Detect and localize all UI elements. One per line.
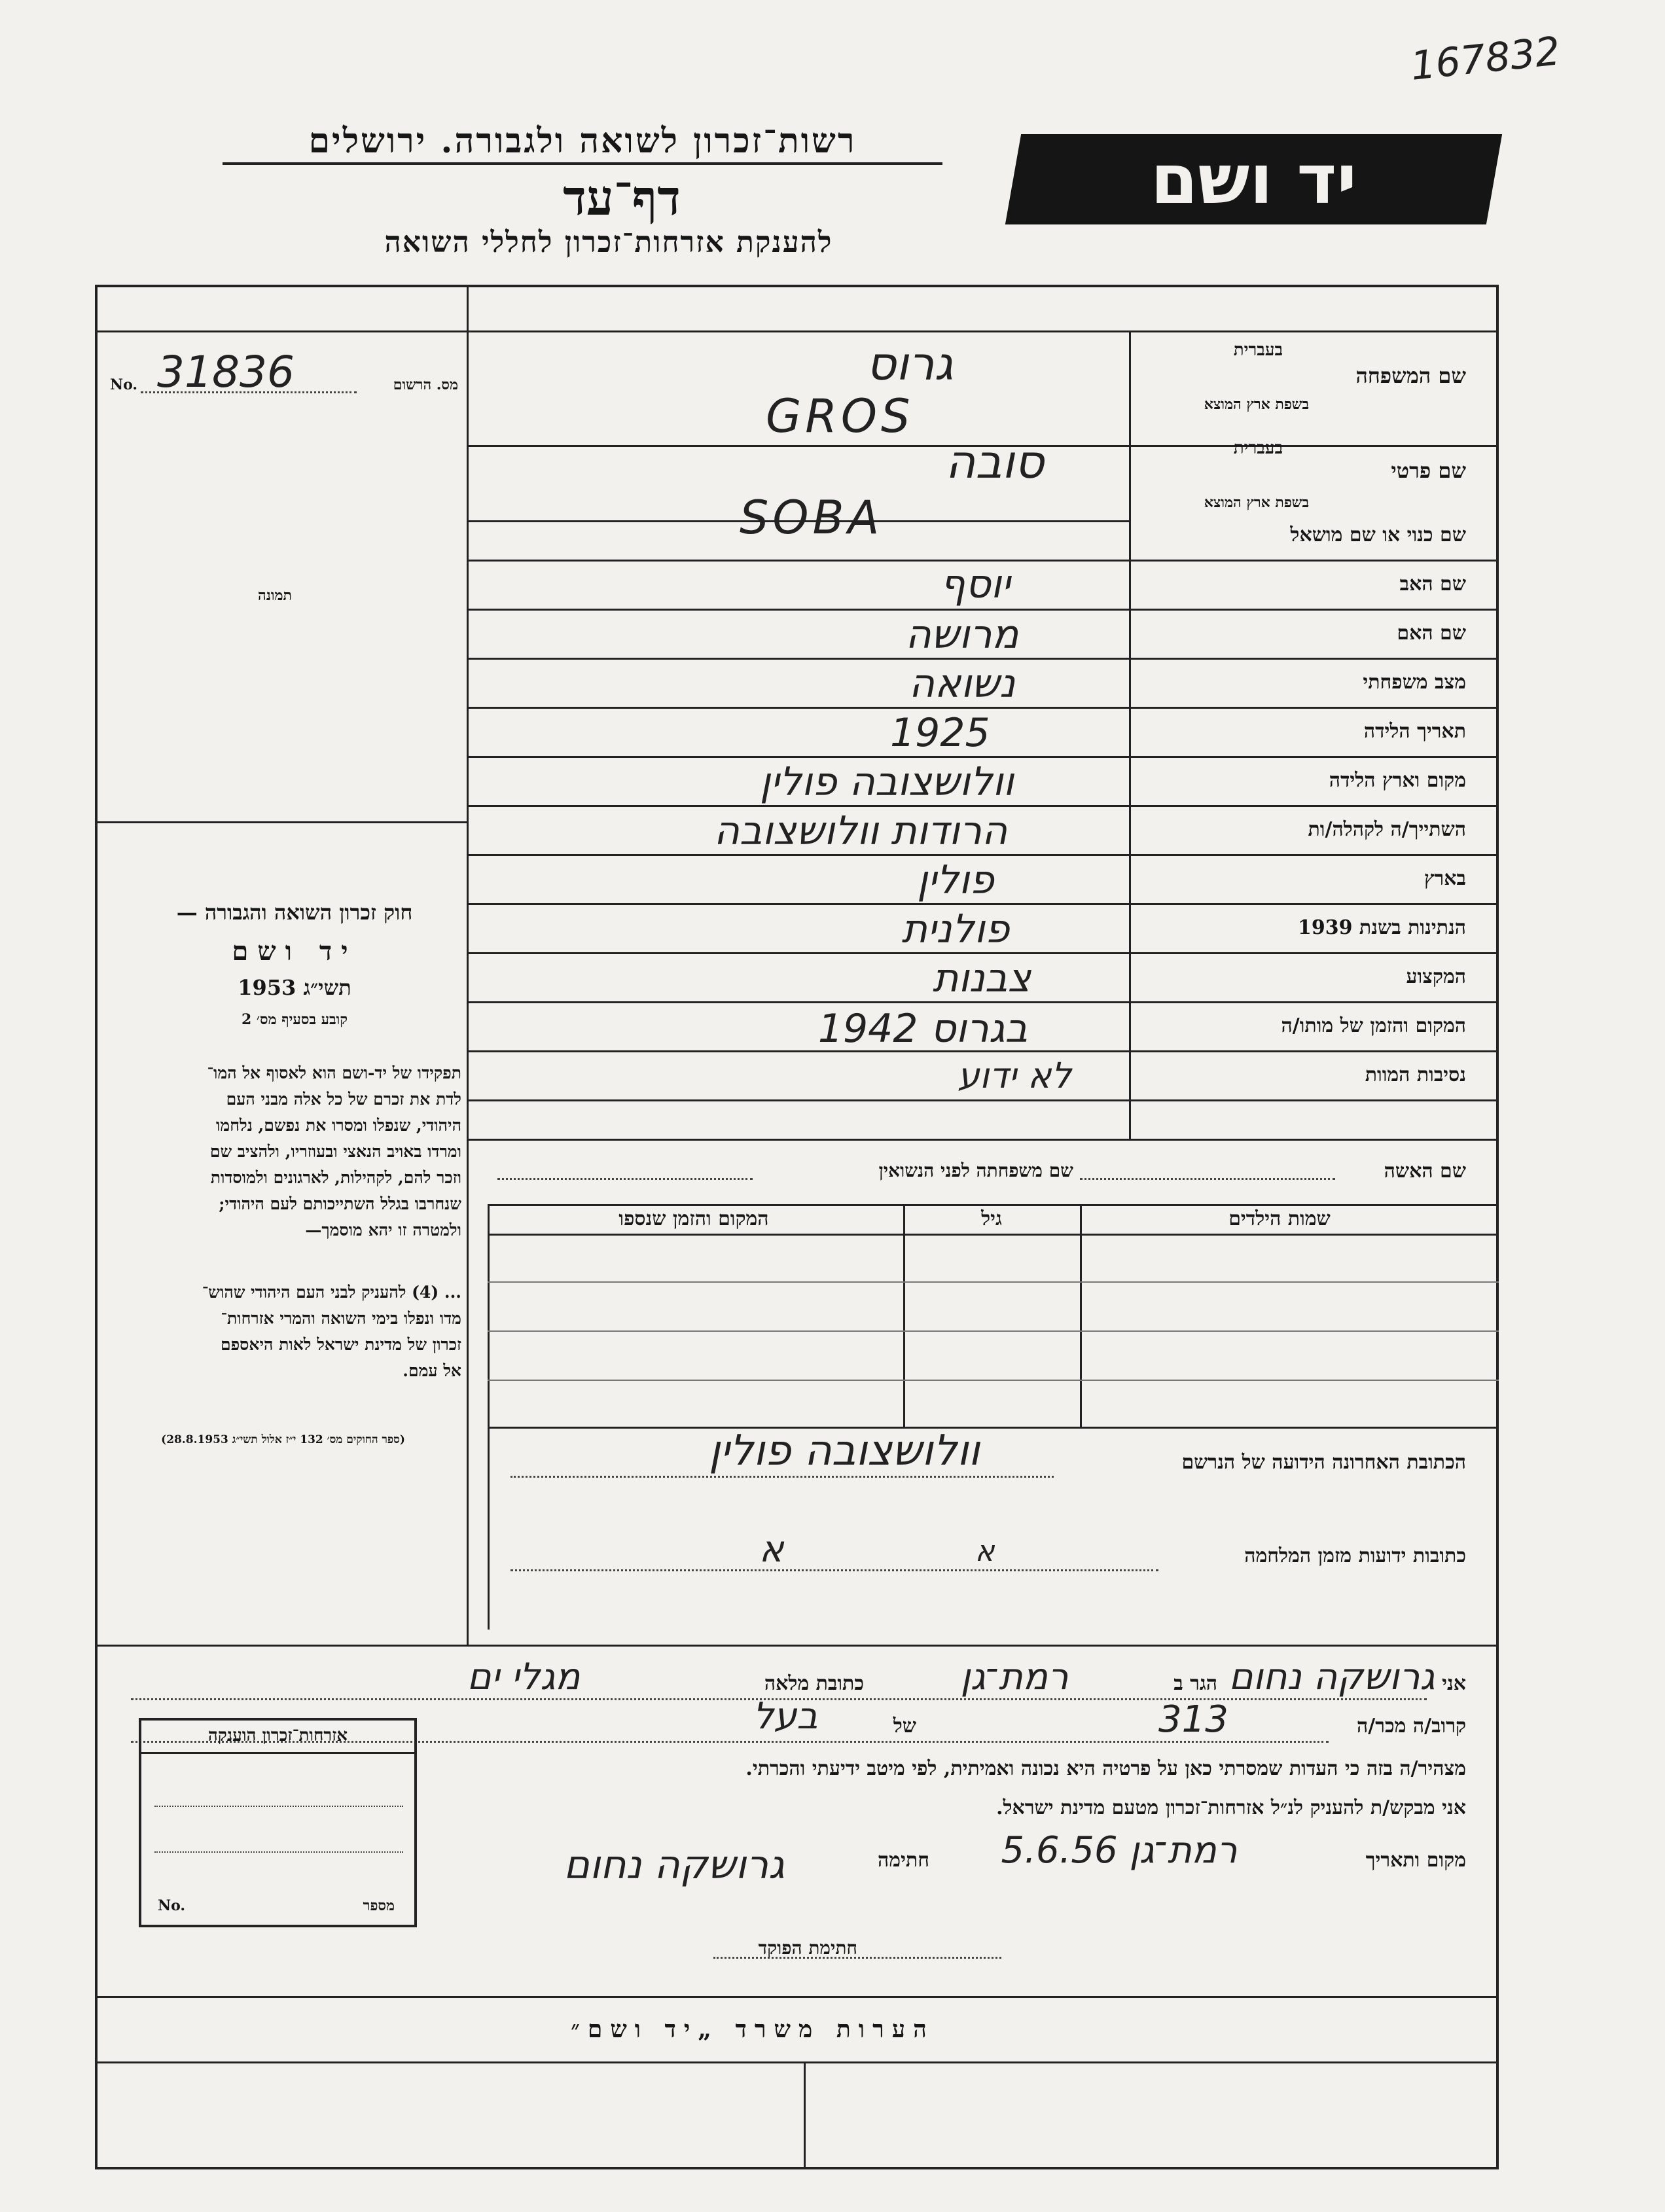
children-names-header: שמות הילדים — [1228, 1207, 1331, 1230]
father-name-value: יוסף — [940, 562, 1011, 607]
officer-signature-label: חתימת הפוקד — [758, 1937, 857, 1959]
community-label: השתייך/ה לקהלה/ות — [1308, 818, 1466, 841]
death-place-time-value: בגרוס 1942 — [817, 1006, 1028, 1052]
marital-status-label: מצב משפחתי — [1363, 671, 1466, 694]
mother-name-value: מרושה — [905, 612, 1019, 658]
war-address-label: כתובות ידועות מזמן המלחמה — [1244, 1544, 1466, 1567]
remarks-title: הערות משרד „יד ושם״ — [571, 2016, 935, 2043]
law-section: קובע בסעיף מס׳ 2 — [241, 1011, 348, 1028]
birth-place-value: וולושצובה פולין — [759, 759, 1014, 805]
first-name-label: שם פרטי — [1391, 458, 1466, 483]
form-title: דף־עד — [563, 170, 681, 226]
mother-name-label: שם האם — [1397, 622, 1466, 645]
law-paragraph-2: ... (4) להעניק לבני העם היהודי שהוש־ מדו ונפלו בימי השואה והמרי אזרחות־ זכרון של מדינת ישראל לאות היאספם אל עמם. — [202, 1283, 461, 1380]
law-paragraph-1: תפקידו של יד-ושם הוא לאסוף אל המו־ לדת את זכרם של כל אלה מבני העם היהודי, שנפלו ומסרו את נפשם, נלחמו ומרדו באויב הנאצי ובעוזריו, ולהציב שם וזכר להם, לקהילות, לארגונים ולמוסדות שנחרבו בגלל השתייכותם לעם היהודי; ולמטרה זו יהא מוסמך— — [207, 1063, 461, 1240]
death-circumstances-label: נסיבות המוות — [1365, 1063, 1466, 1086]
first-name-origin-value: SOBA — [740, 491, 884, 544]
birth-place-label: מקום וארץ הלידה — [1329, 769, 1466, 792]
death-place-time-label: המקום והזמן של מותו/ה — [1281, 1014, 1466, 1037]
registration-number: 31836 — [157, 347, 295, 397]
law-name: יד ושם — [232, 936, 357, 967]
signature-value: גרושקה נחום — [564, 1842, 785, 1888]
declarant-relation: 313 — [1158, 1698, 1228, 1741]
declarant-of-value: בעל — [753, 1695, 818, 1738]
declarant-of-label: של — [893, 1715, 916, 1738]
spouse-maiden-label: שם משפחתה לפני הנשואין — [878, 1160, 1073, 1181]
law-title: חוק זכרון השואה והגבורה — — [176, 900, 413, 925]
declarant-address-label: כתובת מלאה — [764, 1672, 864, 1695]
family-name-hebrew-value: גרוס — [866, 337, 954, 391]
nationality-value: פולנית — [901, 906, 1010, 952]
country-value: פולין — [917, 857, 994, 903]
place-date-value: רמת־גן 5.6.56 — [1001, 1829, 1238, 1872]
declarant-ani-label: אני — [1442, 1672, 1466, 1695]
community-value: הרודות וולושצובה — [713, 808, 1008, 854]
family-name-origin-value: GROS — [766, 389, 914, 443]
granted-number-label: מספר — [363, 1897, 395, 1914]
spouse-label: שם האשה — [1384, 1160, 1466, 1183]
children-age-header: גיל — [981, 1207, 1002, 1230]
war-address-value-1: א — [759, 1528, 784, 1571]
photo-label: תמונה — [258, 587, 292, 604]
logo-text: יד ושם — [1151, 139, 1357, 219]
death-circumstances-value: לא ידוע — [957, 1055, 1072, 1096]
first-name-hebrew-label: בעברית — [1233, 438, 1283, 458]
law-year: תשי״ג 1953 — [238, 975, 351, 1000]
declarant-resident-label: הגר ב — [1173, 1672, 1217, 1695]
country-label: בארץ — [1423, 867, 1466, 890]
granted-box — [139, 1718, 417, 1927]
father-name-label: שם האב — [1399, 573, 1466, 596]
last-address-label: הכתובת האחרונה הידועה של הנרשם — [1181, 1451, 1466, 1474]
marital-status-value: נשואה — [908, 661, 1016, 707]
birth-date-label: תאריך הלידה — [1363, 720, 1466, 743]
yad-vashem-logo — [1005, 134, 1502, 224]
archive-number: 167832 — [1408, 28, 1563, 90]
war-address-value-2: א — [975, 1535, 995, 1568]
authority-line: רשות־זכרון לשואה ולגבורה. ירושלים — [223, 121, 942, 165]
children-death-header: המקום והזמן שנספו — [618, 1207, 769, 1230]
declaration-line-1: מצהיר/ה בזה כי העדות שמסרתי כאן על פרטיה היא נכונה ואמיתית, לפי מיטב ידיעתי והכרתי. — [745, 1757, 1466, 1780]
signature-label: חתימה — [878, 1849, 929, 1872]
first-name-origin-label: בשפת ארץ המוצא — [1204, 494, 1309, 511]
declarant-name: גרושקה נחום — [1228, 1656, 1435, 1698]
granted-box-title: אזרחות־זכרון הוענקה — [141, 1726, 414, 1754]
declarant-address: מגלי ים — [467, 1656, 581, 1698]
nationality-label: הנתינות בשנת 1939 — [1297, 916, 1466, 939]
granted-no-label: No. — [158, 1897, 186, 1914]
registration-no-label: No. — [110, 376, 138, 393]
first-name-hebrew-value: סובה — [945, 435, 1045, 489]
last-address-value: וולושצובה פולין — [708, 1427, 980, 1475]
birth-date-value: 1925 — [890, 710, 990, 756]
declarant-city: רמת־גן — [960, 1656, 1069, 1698]
profession-value: צבנות — [932, 955, 1031, 1001]
family-name-label: שם המשפחה — [1355, 363, 1466, 388]
nickname-label: שם כנוי או שם מושאל — [1290, 524, 1466, 546]
registration-label: מס. הרשום — [393, 376, 458, 393]
declarant-relation-label: קרוב/ה מכר/ה — [1357, 1715, 1466, 1738]
family-name-origin-label: בשפת ארץ המוצא — [1204, 396, 1309, 413]
place-date-label: מקום ותאריך — [1365, 1849, 1466, 1872]
profession-label: המקצוע — [1406, 965, 1466, 988]
family-name-hebrew-label: בעברית — [1233, 340, 1283, 360]
form-subtitle: להענקת אזרחות־זכרון לחללי השואה — [384, 226, 833, 259]
law-citation: (ספר החוקים מס׳ 132 י״ז אלול תשי״ג 28.8.1953) — [161, 1433, 405, 1446]
declaration-line-2: אני מבקש/ת להעניק לנ״ל אזרחות־זכרון מטעם מדינת ישראל. — [996, 1796, 1466, 1819]
